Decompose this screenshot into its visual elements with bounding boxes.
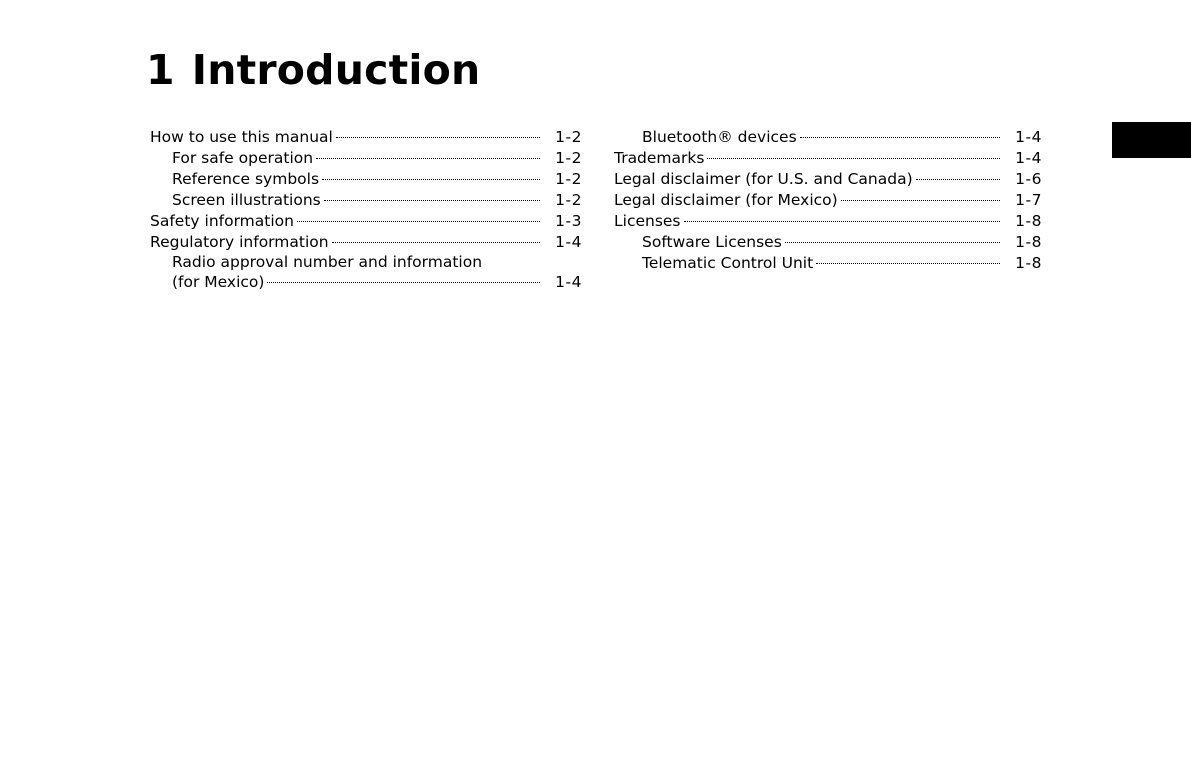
toc-entry-page: 1-2: [555, 191, 582, 209]
dot-leader: [684, 221, 1000, 222]
toc-entry-page: 1-2: [555, 128, 582, 146]
toc-entry-page: 1-8: [1015, 212, 1042, 230]
dot-leader: [267, 282, 540, 283]
dot-leader: [336, 137, 540, 138]
toc-entry-page: 1-7: [1015, 191, 1042, 209]
toc-entry-legal-disclaimer-us-canada[interactable]: [614, 169, 1042, 190]
toc-entry-title: Screen illustrations: [172, 191, 321, 209]
dot-leader: [316, 158, 540, 159]
dot-leader: [800, 137, 1000, 138]
toc-entry-software-licenses[interactable]: [614, 232, 1042, 253]
toc-entry-page: 1-4: [1015, 149, 1042, 167]
toc-right-column: [614, 127, 1042, 274]
toc-entry-how-to-use-this-manual[interactable]: [150, 127, 582, 148]
dot-leader: [297, 221, 540, 222]
toc-entry-page: 1-2: [555, 170, 582, 188]
toc-entry-page: 1-4: [555, 273, 582, 291]
toc-entry-telematic-control-unit[interactable]: [614, 253, 1042, 274]
toc-entry-page: 1-4: [1015, 128, 1042, 146]
toc-entry-title: Software Licenses: [642, 233, 782, 251]
toc-entry-title: Telematic Control Unit: [642, 254, 814, 272]
toc-entry-title: How to use this manual: [150, 128, 333, 146]
toc-entry-trademarks[interactable]: [614, 148, 1042, 169]
dot-leader: [816, 263, 1000, 264]
toc-entry-title: Regulatory information: [150, 233, 329, 251]
toc-entry-licenses[interactable]: [614, 211, 1042, 232]
toc-entry-page: 1-8: [1015, 233, 1042, 251]
dot-leader: [322, 179, 540, 180]
toc-entry-title-line1: Radio approval number and information: [172, 253, 483, 271]
chapter-name: Introduction: [191, 46, 481, 94]
toc-entry-title: For safe operation: [172, 149, 314, 167]
toc-entry-screen-illustrations[interactable]: [150, 190, 582, 211]
toc-entry-title: Trademarks: [614, 149, 705, 167]
toc-entry-safety-information[interactable]: [150, 211, 582, 232]
dot-leader: [841, 200, 1000, 201]
toc-entry-title: Licenses: [614, 212, 681, 230]
chapter-title: [146, 44, 480, 96]
dot-leader: [785, 242, 1000, 243]
toc-entry-page: 1-6: [1015, 170, 1042, 188]
toc-entry-page: 1-4: [555, 233, 582, 251]
toc-entry-title: Bluetooth® devices: [642, 128, 797, 146]
toc-entry-radio-approval[interactable]: [150, 253, 582, 293]
toc-entry-title: Legal disclaimer (for U.S. and Canada): [614, 170, 913, 188]
toc-entry-reference-symbols[interactable]: [150, 169, 582, 190]
toc-entry-page: 1-3: [555, 212, 582, 230]
dot-leader: [916, 179, 1000, 180]
toc-left-column: [150, 127, 582, 293]
toc-entry-page: 1-8: [1015, 254, 1042, 272]
toc-entry-regulatory-information[interactable]: [150, 232, 582, 253]
toc-entry-title-line2: (for Mexico): [172, 273, 265, 291]
chapter-tab-marker: [1112, 122, 1191, 158]
toc-entry-bluetooth-devices[interactable]: [614, 127, 1042, 148]
chapter-number: 1: [146, 46, 175, 94]
toc-entry-for-safe-operation[interactable]: [150, 148, 582, 169]
toc-entry-title: Legal disclaimer (for Mexico): [614, 191, 838, 209]
dot-leader: [332, 242, 540, 243]
dot-leader: [707, 158, 1000, 159]
toc-entry-title: Reference symbols: [172, 170, 320, 188]
toc-entry-page: 1-2: [555, 149, 582, 167]
dot-leader: [324, 200, 540, 201]
toc-entry-title: Safety information: [150, 212, 294, 230]
toc-entry-legal-disclaimer-mexico[interactable]: [614, 190, 1042, 211]
